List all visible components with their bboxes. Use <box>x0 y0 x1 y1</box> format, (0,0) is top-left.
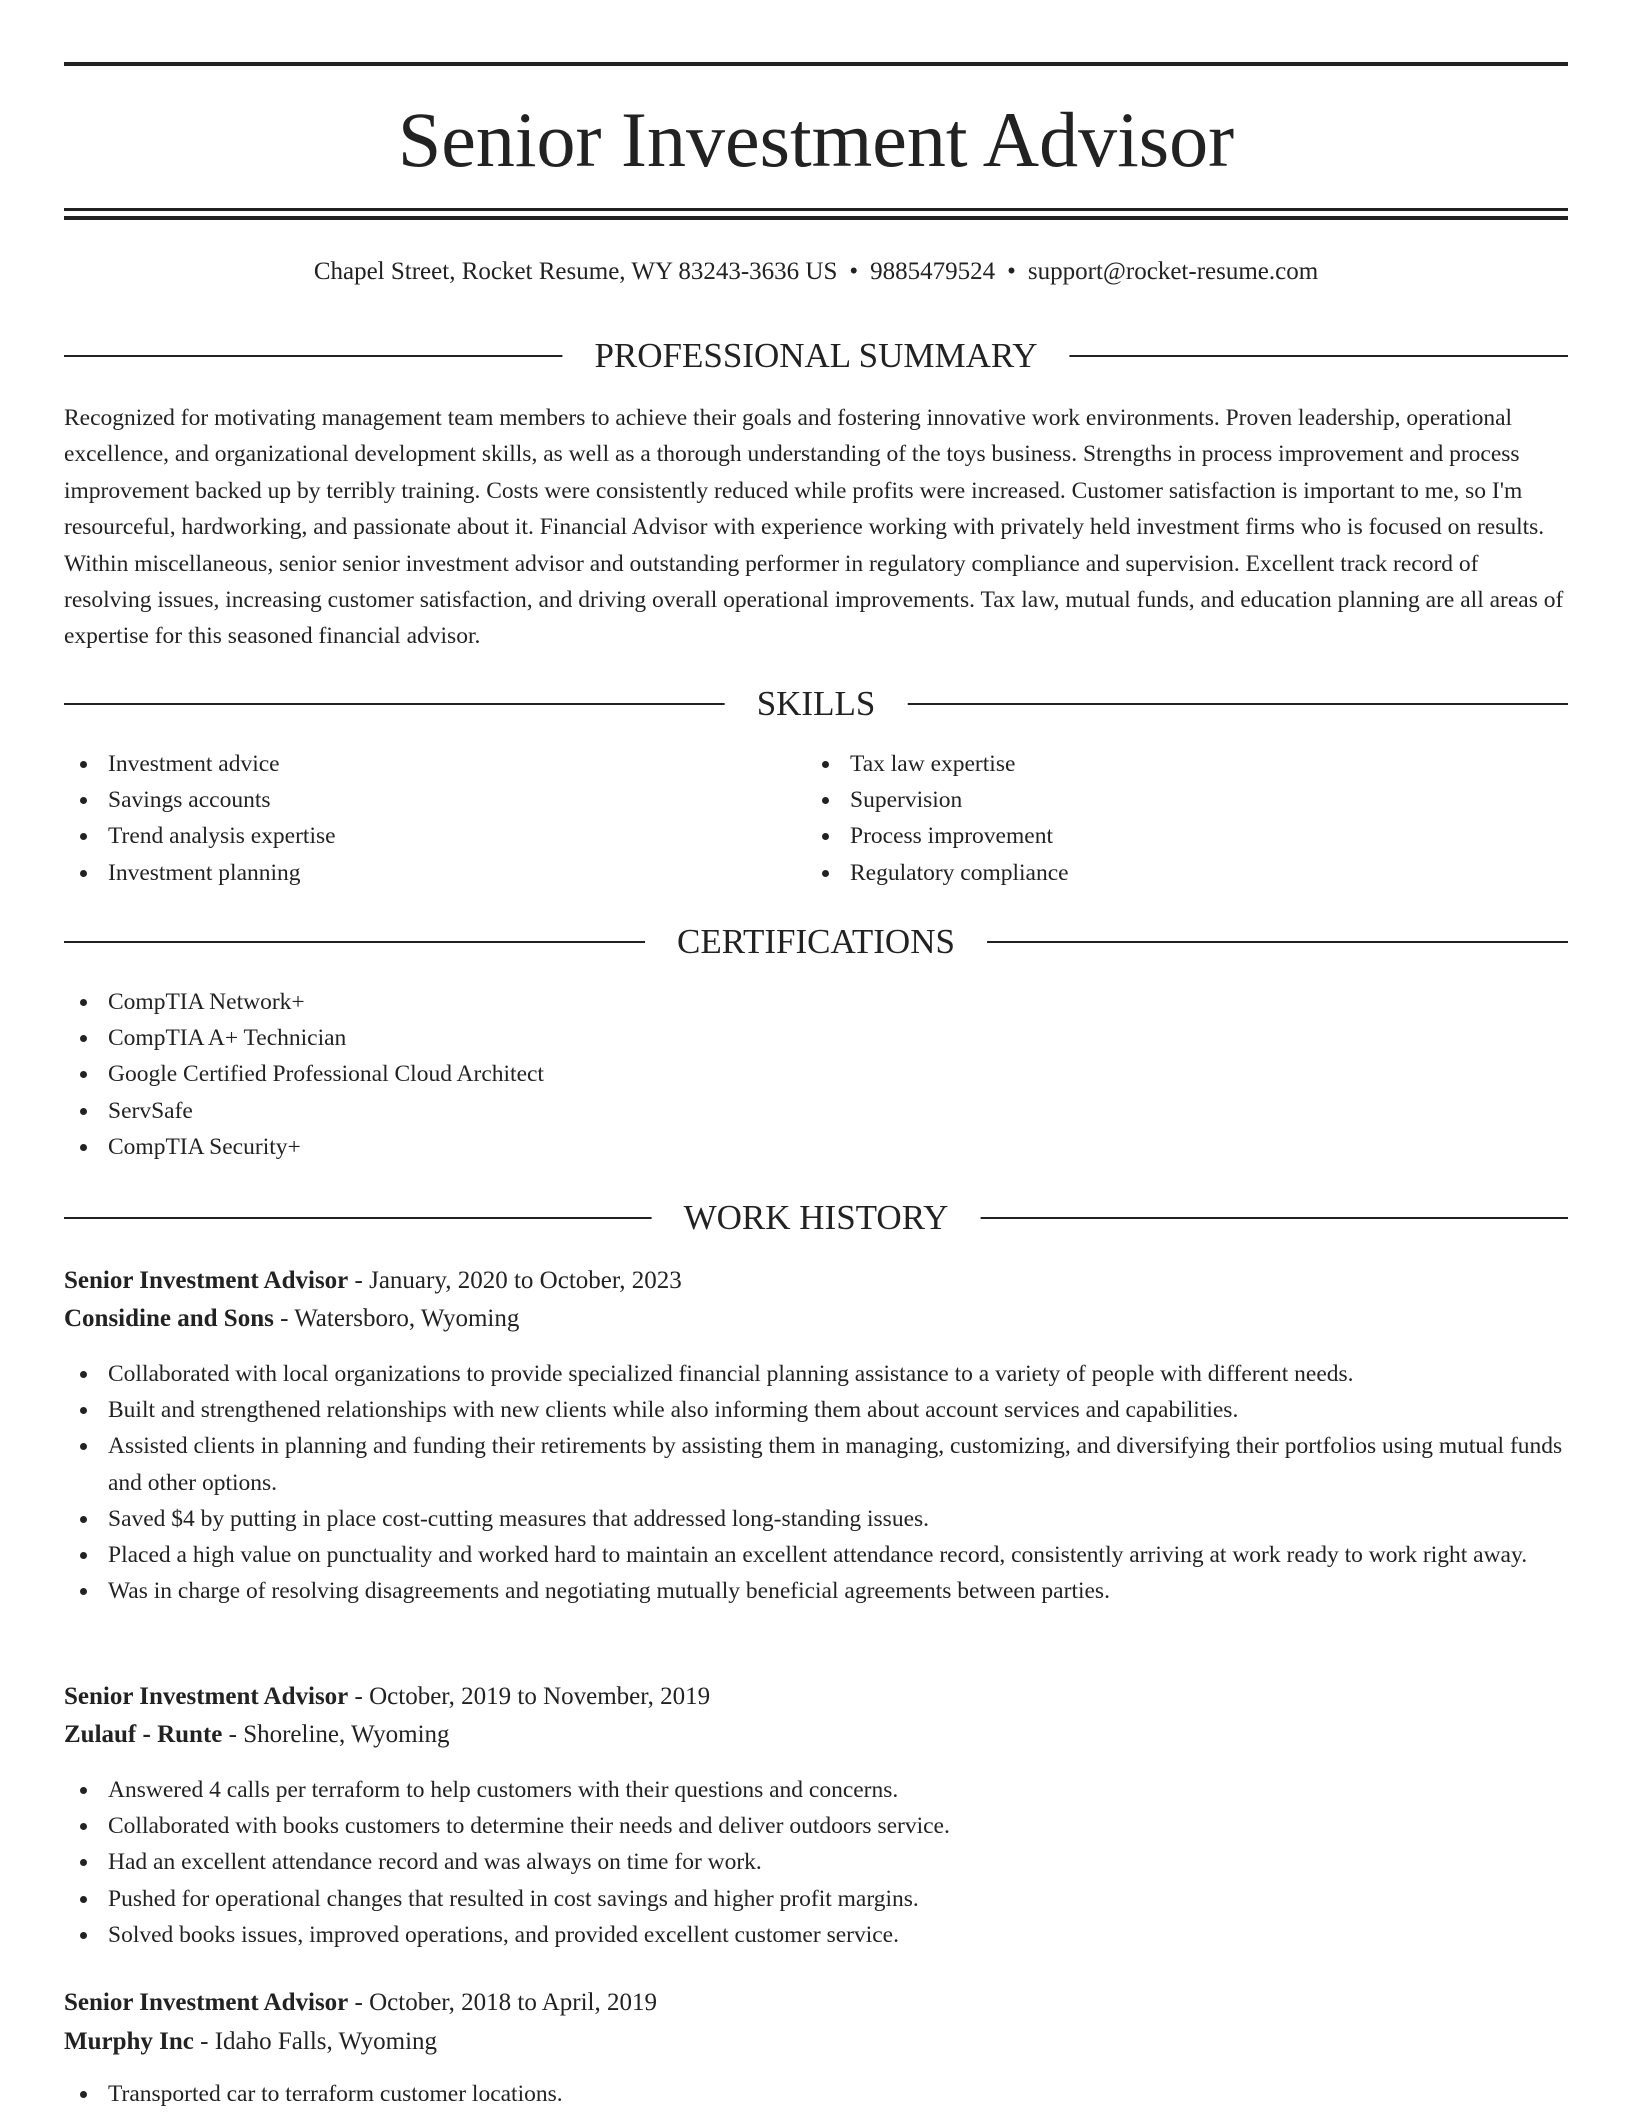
job-bullets <box>64 1772 1568 1953</box>
skill-item: Process improvement <box>806 818 1506 854</box>
skill-item: Investment planning <box>64 855 764 891</box>
job-bullet: Transported car to terraform customer locations. <box>64 2076 1568 2112</box>
certifications-list <box>64 984 1568 1165</box>
title-rule-lower <box>64 216 1568 220</box>
job-title: Senior Investment Advisor <box>64 1989 349 2016</box>
job-title-line <box>64 1262 1568 1300</box>
skill-item: Regulatory compliance <box>806 855 1506 891</box>
job-bullet: Collaborated with books customers to determine their needs and deliver outdoors service. <box>64 1808 1568 1844</box>
job-title: Senior Investment Advisor <box>64 1683 349 1710</box>
skill-item: Investment advice <box>64 746 764 782</box>
skills-heading <box>64 682 1568 726</box>
job-dates: - October, 2019 to November, 2019 <box>348 1683 711 1710</box>
job-bullet: Assisted clients in planning and funding their retirements by assisting them in managing, customizing, and diversifying their portfolios using mutual funds and other options. <box>64 1428 1568 1500</box>
section-title: PROFESSIONAL SUMMARY <box>562 334 1069 378</box>
job-company: Considine and Sons <box>64 1305 274 1332</box>
summary-text: Recognized for motivating management team members to achieve their goals and fostering innovative work environments. Proven leadership, operational excellence, and organizational development skills, as well as a thorough understanding of the toys business. Strengths in process improvement and process improvement backed up by terribly training. Costs were consistently reduced while profits were increased. Customer satisfaction is important to me, so I'm resourceful, hardworking, and passionate about it. Financial Advisor with experience working with privately held investment firms who is focused on results. Within miscellaneous, senior senior investment advisor and outstanding performer in regulatory compliance and supervision. Excellent track record of resolving issues, increasing customer satisfaction, and driving overall operational improvements. Tax law, mutual funds, and education planning are all areas of expertise for this seasoned financial advisor. <box>64 405 1564 650</box>
job-bullet: Answered 4 calls per terraform to help customers with their questions and concerns. <box>64 1772 1568 1808</box>
skill-item: Savings accounts <box>64 782 764 818</box>
certification-item: Google Certified Professional Cloud Architect <box>64 1056 1568 1092</box>
contact-line <box>64 254 1568 290</box>
contact-separator: • <box>1007 258 1016 285</box>
job-title-line <box>64 1984 1568 2022</box>
contact-phone: 9885479524 <box>870 258 996 285</box>
certification-item: CompTIA A+ Technician <box>64 1020 1568 1056</box>
job-dates: - October, 2018 to April, 2019 <box>348 1989 657 2016</box>
skill-item: Supervision <box>806 782 1506 818</box>
skill-item: Trend analysis expertise <box>64 818 764 854</box>
title-rule-upper <box>64 208 1568 211</box>
job-bullets <box>64 2076 1568 2112</box>
top-rule <box>64 62 1568 66</box>
job-company: Zulauf - Runte <box>64 1721 223 1748</box>
job-bullet: Had an excellent attendance record and was always on time for work. <box>64 1844 1568 1880</box>
job-location: - Shoreline, Wyoming <box>222 1721 450 1748</box>
job-bullet: Collaborated with local organizations to provide specialized financial planning assistance to a variety of people with different needs. <box>64 1356 1568 1392</box>
summary-heading <box>64 334 1568 378</box>
job-location: - Watersboro, Wyoming <box>273 1305 520 1332</box>
certification-item: CompTIA Network+ <box>64 984 1568 1020</box>
work-history-heading <box>64 1196 1568 1240</box>
certifications-heading <box>64 920 1568 964</box>
skills-list-right <box>806 746 1506 891</box>
job-bullet: Placed a high value on punctuality and worked hard to maintain an excellent attendance record, consistently arriving at work ready to work right away. <box>64 1537 1568 1573</box>
certification-item: ServSafe <box>64 1093 1568 1129</box>
skills-list-left <box>64 746 764 891</box>
job-bullet: Was in charge of resolving disagreements and negotiating mutually beneficial agreements between parties. <box>64 1573 1568 1609</box>
job-title-line <box>64 1678 1568 1716</box>
job-title: Senior Investment Advisor <box>64 1267 349 1294</box>
job-bullet: Built and strengthened relationships with new clients while also informing them about account services and capabilities. <box>64 1392 1568 1428</box>
section-title: WORK HISTORY <box>652 1196 981 1240</box>
job-bullets <box>64 1356 1568 1609</box>
section-title: SKILLS <box>725 682 908 726</box>
contact-email: support@rocket-resume.com <box>1027 258 1319 285</box>
job-bullet: Saved $4 by putting in place cost-cutting measures that addressed long-standing issues. <box>64 1501 1568 1537</box>
job-bullet: Solved books issues, improved operations, and provided excellent customer service. <box>64 1917 1568 1953</box>
job-location: - Idaho Falls, Wyoming <box>193 2028 438 2055</box>
contact-separator: • <box>849 258 859 285</box>
skill-item: Tax law expertise <box>806 746 1506 782</box>
contact-address: Chapel Street, Rocket Resume, WY 83243-3636 US <box>313 258 838 285</box>
resume-title: Senior Investment Advisor <box>397 96 1235 183</box>
job-dates: - January, 2020 to October, 2023 <box>348 1267 682 1294</box>
section-title: CERTIFICATIONS <box>645 920 987 964</box>
job-company-line <box>64 1300 1568 1338</box>
job-company: Murphy Inc <box>64 2028 194 2055</box>
job-bullet: Pushed for operational changes that resulted in cost savings and higher profit margins. <box>64 1881 1568 1917</box>
job-company-line <box>64 1716 1568 1754</box>
job-company-line <box>64 2023 1568 2061</box>
certification-item: CompTIA Security+ <box>64 1129 1568 1165</box>
